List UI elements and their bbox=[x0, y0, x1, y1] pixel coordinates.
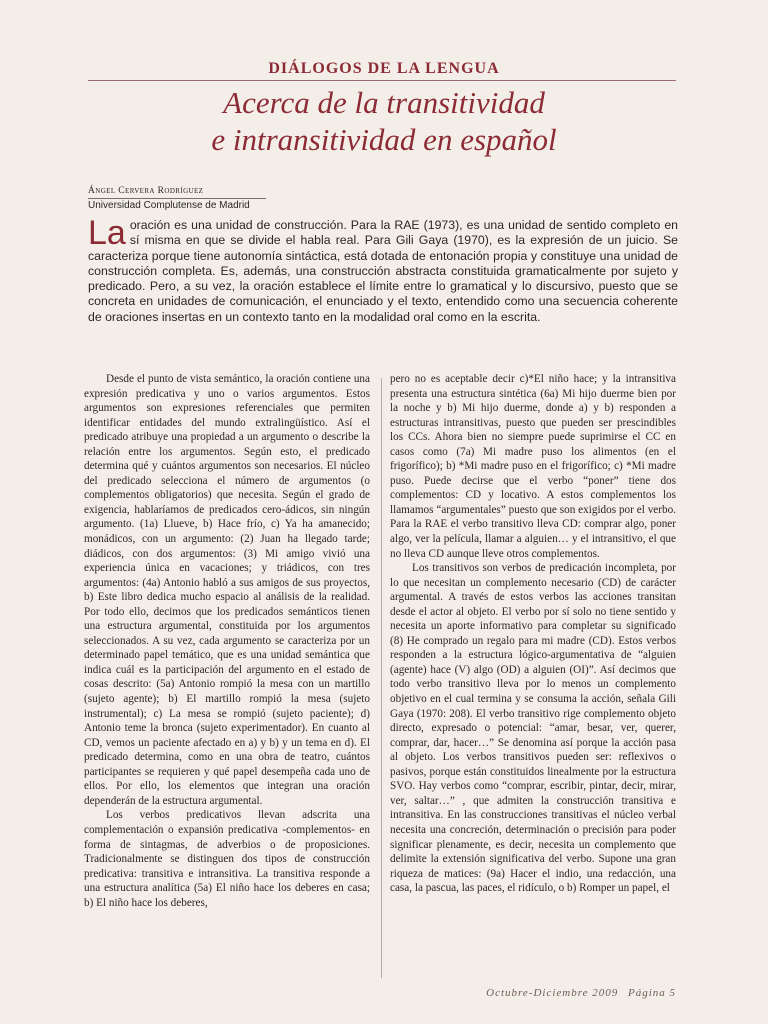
author-name: Ángel Cervera Rodríguez bbox=[88, 186, 204, 196]
column-divider bbox=[381, 378, 382, 978]
lead-paragraph bbox=[88, 214, 678, 325]
paragraph: Los transitivos son verbos de predicación incompleta, por lo que necesitan un complemento necesario (CD) de carácter argumental. A través de estos verbos las acciones transitan desde el actor al objeto. El verbo por sí solo no tiene sentido y necesita un aporte informativo para completar su significado (8) He comprado un regalo para mi madre (CD). Estos verbos responden a la estructura lógico-argumentativa de “alguien (agente) hace (V) algo (OD) a alguien (OI)”. Así decimos que todo verbo transitivo lleva por lo menos un complemento objetivo en el cual termina y se consuma la acción, señala Gili Gaya (1970: 208). El verbo transitivo rige complemento objeto directo, expresado o potencial: “amar, besar, ver, querer, comprar, dar, hacer…” Se denomina así porque la acción pasa al objeto. Los verbos transitivos pueden ser: reflexivos o pasivos, porque están constituidos linealmente por la estructura SVO. Hay verbos como “comprar, escribir, pintar, decir, mirar, ver, saltar…” , que admiten la construcción transitiva e intransitiva. En las construcciones transitivas el núcleo verbal necesita una concreción, determinación o precisión para poder significar plenamente, es decir, necesita un complemento que delimite la extensión significativa del verbo. Supone una gran riqueza de matices: (9a) Hacer el indio, una redacción, una casa, la pascua, las paces, el ridículo, o b) Romper un papel, el bbox=[390, 562, 676, 895]
title-line-1: Acerca de la transitividad bbox=[223, 85, 545, 120]
page-number: Página 5 bbox=[627, 987, 676, 999]
body-column-left bbox=[84, 372, 370, 910]
drop-cap: La bbox=[88, 214, 126, 252]
footer-date: Octubre-Diciembre 2009 bbox=[486, 987, 619, 999]
body-column-right bbox=[390, 372, 676, 896]
paragraph: Desde el punto de vista semántico, la oración contiene una expresión predicativa y uno o varios argumentos. Estos argumentos son expresiones referenciales que permiten identificar entidades del mundo extralingüístico. Así el predicado atribuye una propiedad a un argumento o describe la relación entre los argumentos. Según esto, el predicado determina qué y cuántos argumentos son necesarios. El núcleo del predicado selecciona el número de argumentos (o complementos obligatorios) que necesita. Según el grado de exigencia, hablaríamos de predicados cero-ádicos, sin ningún argumento. (1a) Llueve, b) Hace frío, c) Ya ha amanecido; monádicos, con un argumento: (2) Juan ha llegado tarde; diádicos, con dos argumentos: (3) Mi amigo vivió una experiencia única en vacaciones; y triádicos, con tres argumentos: (4a) Antonio habló a sus amigos de sus proyectos, b) Este libro dedica mucho espacio al análisis de la realidad. Por todo ello, decimos que los predicados semánticos tienen una estructura argumental, constituida por los argumentos seleccionados. A su vez, cada argumento se caracteriza por un determinado papel temático, que es una unidad semántica que indica cuál es la participación del argumento en el estado de cosas descrito: (5a) Antonio rompió la mesa con un martillo (sujeto agente); b) El martillo rompió la mesa (sujeto instrumental); c) La mesa se rompió (sujeto paciente); d) Antonio teme la bronca (sujeto experimentador). En cuanto al CD, vemos un paciente afectado en a) y b) y un tema en d). El predicado determina, como en una obra de teatro, cuántos participantes se requieren y qué papel desempeña cada uno de ellos. Por ello, los elementos que integran una oración dependerán de la estructura argumental. bbox=[84, 373, 370, 807]
paragraph: pero no es aceptable decir c)*El niño hace; y la intransitiva presenta una estructura sintética (6a) Mi hijo duerme bien por la noche y b) Mi hijo duerme, donde a) y b) responden a estructuras intransitivas, puesto que pueden ser prescindibles los CCs. Ahora bien no siempre puede suprimirse el CC en casos como (7a) Mi madre puso los alimentos (en el frigorífico); b) *Mi madre puso en el frigorífico; c) *Mi madre puso. Puede decirse que el verbo “poner” tiene dos complementos: CD y locativo. A estos complementos los llamamos “argumentales” puesto que son exigidos por el verbo. Para la RAE el verbo transitivo lleva CD: comprar algo, poner algo, ver la película, llamar a alguien… y el intransitivo, el que no lleva CD aunque lleve otros complementos. bbox=[390, 373, 676, 560]
paragraph: Los verbos predicativos llevan adscrita una complementación o expansión predicativa -complementos- en forma de sintagmas, de adverbios o de proposiciones. Tradicionalmente se distinguen dos tipos de construcción predicativa: transitiva e intransitiva. La transitiva responde a una estructura analítica (5a) El niño hace los deberes en casa; b) El niño hace los deberes, bbox=[84, 809, 370, 909]
page-footer bbox=[480, 987, 676, 999]
top-rule bbox=[88, 80, 676, 81]
title-line-2: e intransitividad en español bbox=[211, 122, 557, 157]
lead-text: oración es una unidad de construcción. Para la RAE (1973), es una unidad de sentido completo en sí misma en que se divide el habla real. Para Gili Gaya (1970), es la expresión de un juicio. Se caracteriza porque tiene autonomía sintáctica, está dotada de entonación propia y constituye una unidad de construcción completa. Es, además, una construcción abstracta constituida gramaticalmente por sujeto y predicado. Pero, a su vez, la oración establece el límite entre lo gramatical y lo discursivo, puesto que se concreta en unidades de comunicación, el enunciado y el texto, entendido como una secuencia coherente de oraciones insertas en un contexto tanto en la modalidad oral como en la escrita. bbox=[88, 218, 678, 324]
article-title bbox=[0, 84, 768, 158]
author-affiliation: Universidad Complutense de Madrid bbox=[88, 198, 266, 211]
section-title: DIÁLOGOS DE LA LENGUA bbox=[268, 60, 500, 77]
